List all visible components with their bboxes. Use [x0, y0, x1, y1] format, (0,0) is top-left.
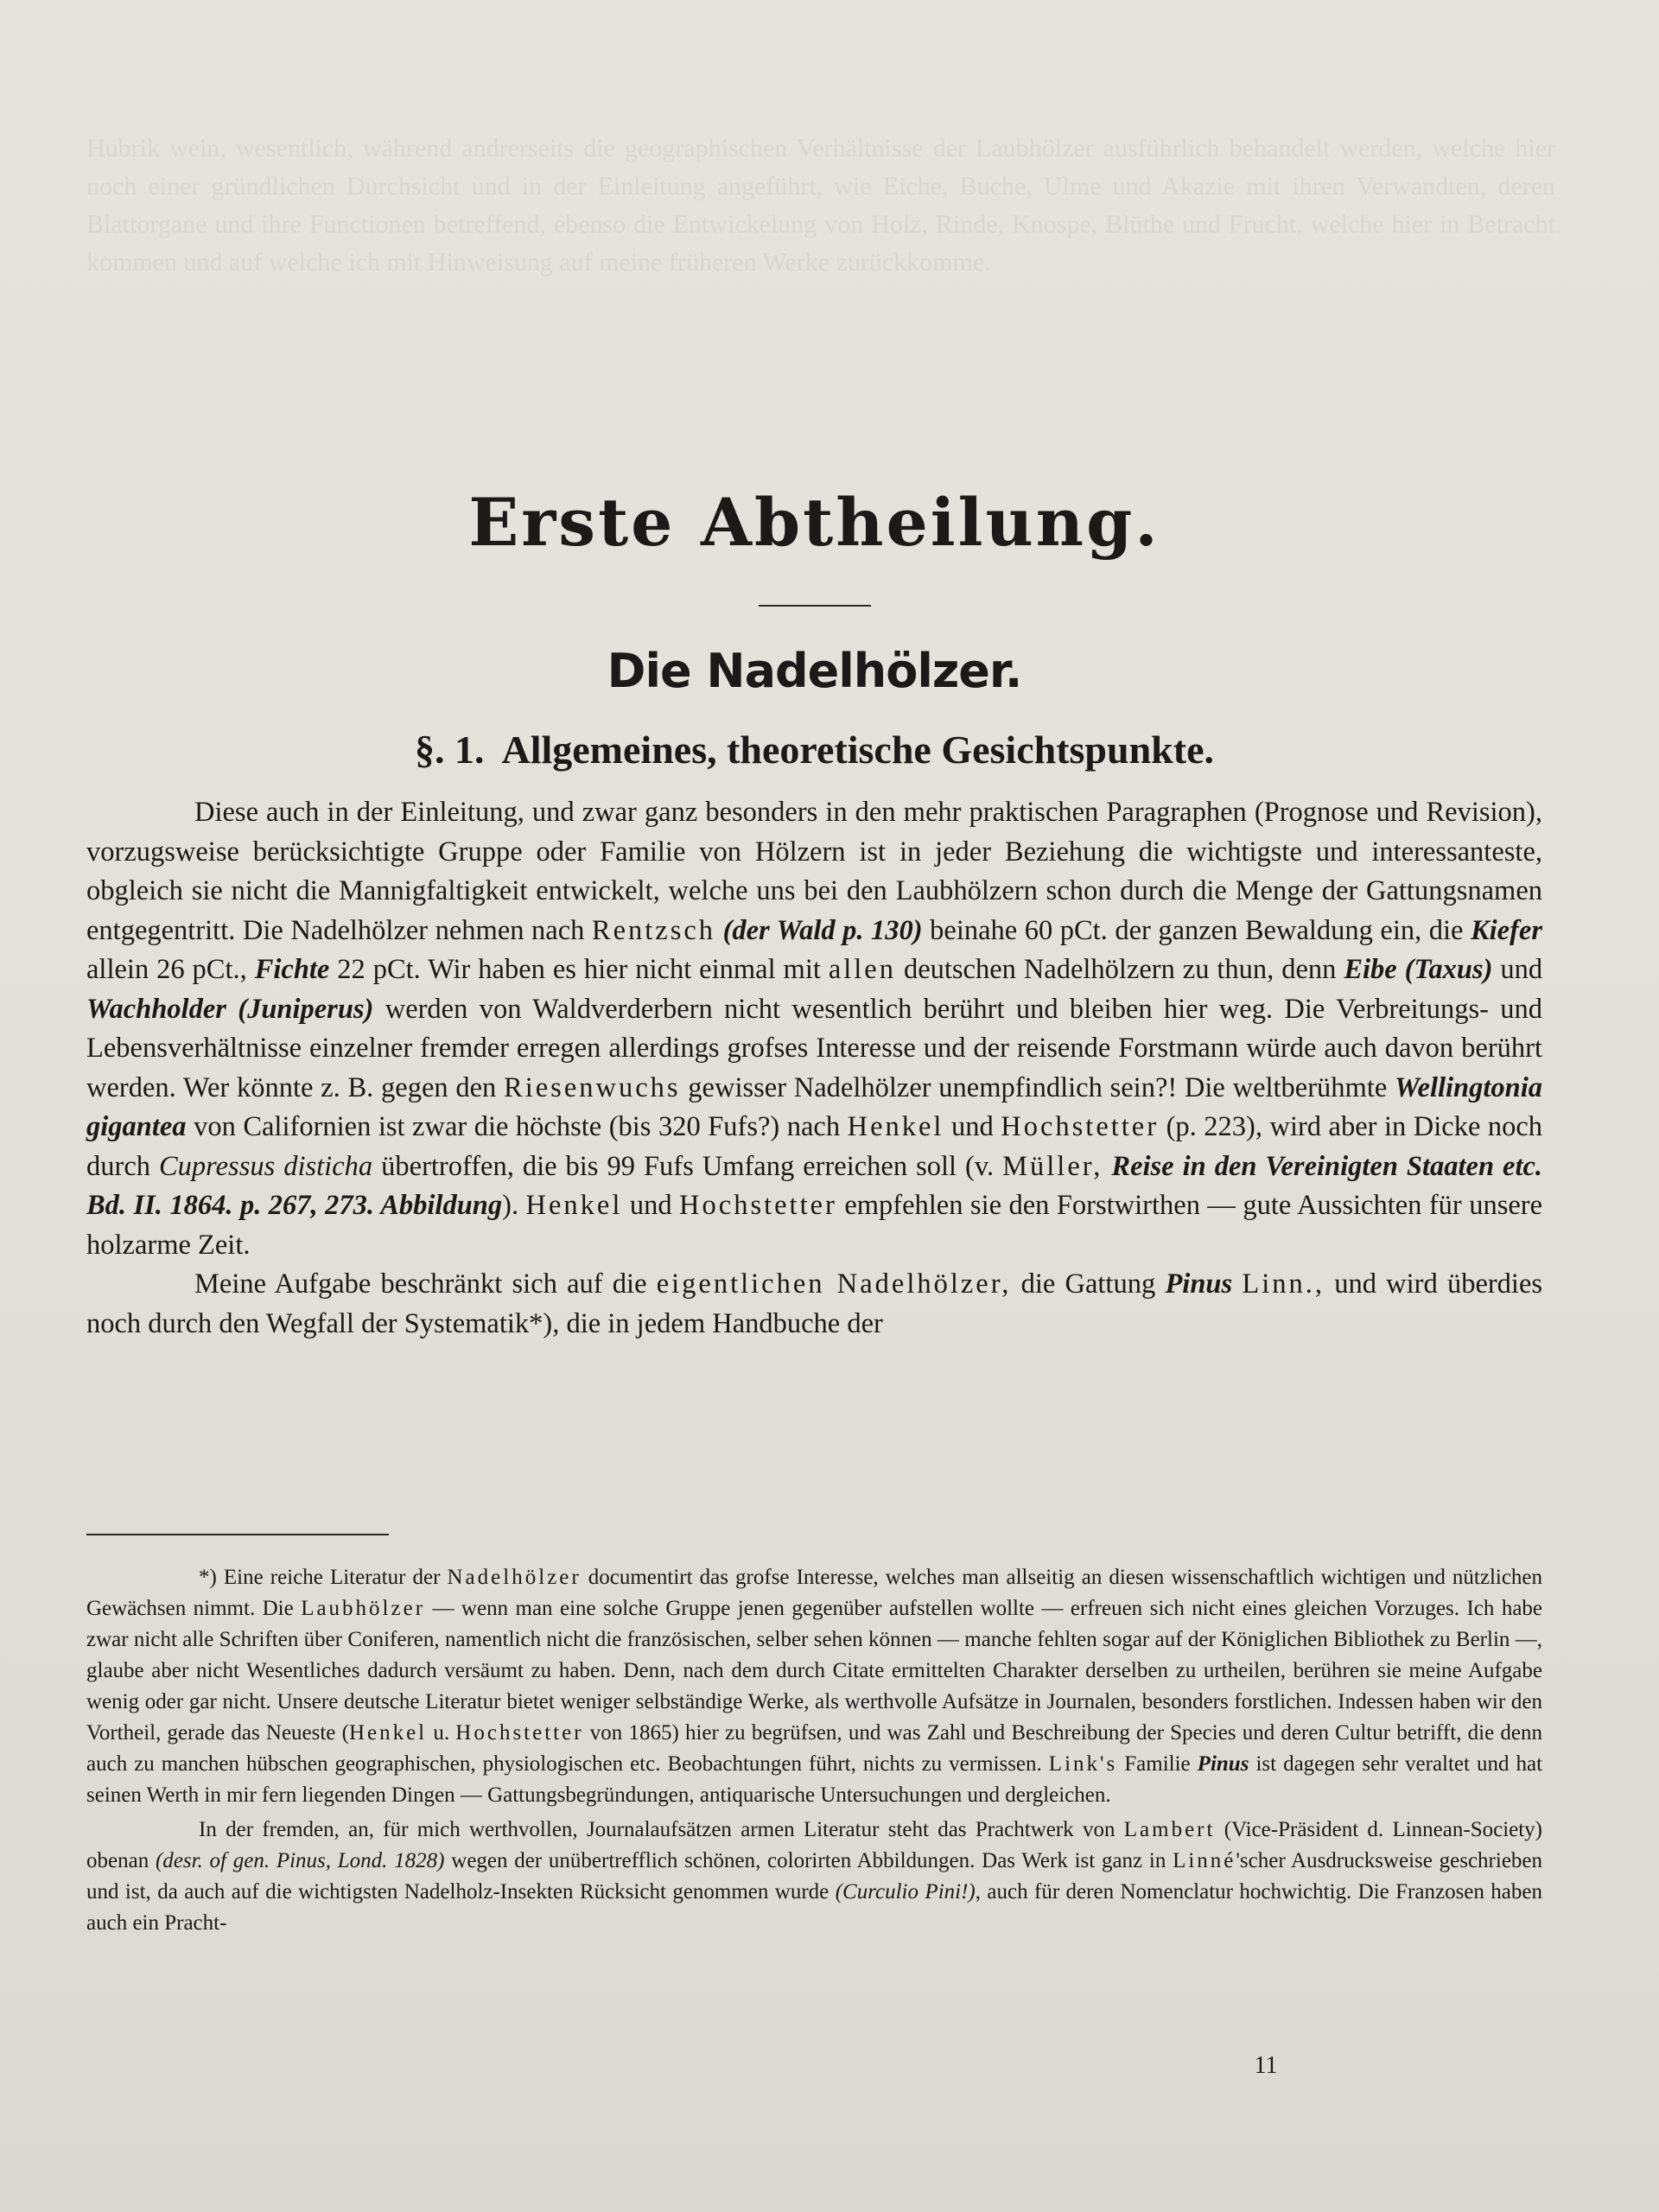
footnote-divider — [86, 1534, 389, 1535]
author-name: Henkel — [525, 1190, 623, 1221]
section-heading — [86, 724, 1542, 776]
footnote-2: In der fremden, an, für mich werthvollen, Journalaufsätzen armen Literatur steht das Prachtwerk von Lambert (Vice-Präsident d. Linnean-Society) obenan (desr. of gen. Pinus, Lond. 1828) wegen der unübertrefflich schönen, colorirten Abbildungen. Das Werk ist ganz in Linné'scher Ausdrucksweise geschrieben und ist, da auch auf die wichtigsten Nadelholz-Insekten Rücksicht genommen wurde (Curculio Pini!), auch für deren Nomenclatur hochwichtig. Die Franzosen haben auch ein Pracht- — [86, 1818, 1543, 1935]
species-name: Wachholder (Juniperus) — [86, 993, 374, 1025]
author-name: Linné — [1173, 1849, 1236, 1872]
main-column — [86, 484, 1542, 1344]
species-name: Eibe (Taxus) — [1344, 954, 1493, 985]
genus-name: Pinus — [1165, 1268, 1233, 1300]
citation: (desr. of gen. Pinus, Lond. 1828) — [155, 1849, 445, 1872]
title-divider — [759, 605, 871, 607]
body-paragraph-2: Meine Aufgabe beschränkt sich auf die eigentlichen Nadelhölzer, die Gattung Pinus Linn., und wird überdies noch durch den Wegfall der Systematik*), die in jedem Handbuche der — [86, 1268, 1543, 1339]
author-name: Lambert — [1123, 1818, 1216, 1841]
citation: (Curculio Pini!) — [835, 1880, 976, 1904]
author-name: Müller, — [1002, 1150, 1103, 1182]
footnotes — [86, 1562, 1542, 1939]
citation: (der Wald p. 130) — [722, 914, 923, 946]
author-name: Hochstetter — [1001, 1111, 1160, 1142]
body-paragraph-1: Diese auch in der Einleitung, und zwar ganz besonders in den mehr praktischen Paragraphen (Prognose und Revision), vorzugsweise berücksichtigte Gruppe oder Familie von Hölzern ist in jeder Beziehung die wichtigste und interessanteste, obgleich sie nicht die Mannigfaltigkeit entwickelt, welche uns bei den Laubhölzern schon durch die Menge der Gattungsnamen entgegentritt. Die Nadelhölzer nehmen nach Rentzsch (der Wald p. 130) beinahe 60 pCt. der ganzen Bewaldung ein, die Kiefer allein 26 pCt., Fichte 22 pCt. Wir haben es hier nicht einmal mit allen deutschen Nadelhölzern zu thun, denn Eibe (Taxus) und Wachholder (Juniperus) werden von Waldverderbern nicht wesentlich berührt und bleiben hier weg. Die Verbreitungs- und Lebensverhältnisse einzelner fremder erregen allerdings grofses Interesse und der reisende Forstmann würde auch davon berührt werden. Wer könnte z. B. gegen den Riesenwuchs gewisser Nadelhölzer unempfindlich sein?! Die weltberühmte Wellingtonia gigantea von Californien ist zwar die höchste (bis 320 Fufs?) nach Henkel und Hochstetter (p. 223), wird aber in Dicke noch durch Cupressus disticha übertroffen, die bis 99 Fufs Umfang erreichen soll (v. Müller, Reise in den Vereinigten Staaten etc. Bd. II. 1864. p. 267, 273. Abbildung). Henkel und Hochstetter empfehlen sie den Forstwirthen — gute Aussichten für unsere holzarme Zeit. — [86, 797, 1543, 1261]
citation: Reise in den Vereinigten Staaten etc. Bd. II. 1864. p. 267, 273. Abbildung — [86, 1150, 1543, 1221]
species-name: Fichte — [254, 954, 330, 985]
chapter-title: Die Nadelhölzer. — [607, 644, 1022, 698]
author-name: Henkel — [348, 1721, 428, 1745]
section-number: §. 1. — [414, 728, 485, 772]
author-name: Link's — [1048, 1752, 1118, 1776]
author-name: Rentzsch — [591, 914, 716, 946]
author-name: Hochstetter — [455, 1721, 584, 1745]
footnote-1: *) Eine reiche Literatur der Nadelhölzer documentirt das grofse Interesse, welches man allseitig an diesen wissenschaftlich wichtigen und nützlichen Gewächsen nimmt. Die Laubhölzer — wenn man eine solche Gruppe jenen gegenüber aufstellen wollte — erfreuen sich nicht eines gleichen Vorzuges. Ich habe zwar nicht alle Schriften über Coniferen, namentlich nicht die französischen, selber sehen können — manche fehlten sogar auf der Königlichen Bibliothek zu Berlin —, glaube aber nicht Wesentliches dadurch versäumt zu haben. Denn, nach dem durch Citate ermittelten Charakter derselben zu urtheilen, berühren sie meine Aufgabe wenig oder gar nicht. Unsere deutsche Literatur bietet weniger selbständige Werke, als werthvolle Aufsätze in Journalen, besonders forstlichen. Indessen haben wir den Vortheil, gerade das Neueste (Henkel u. Hochstetter von 1865) hier zu begrüfsen, und was Zahl und Beschreibung der Species und deren Cultur betrifft, die denn auch zu manchen hübschen geographischen, physiologischen etc. Beobachtungen führt, nichts zu vermissen. Link's Familie Pinus ist dagegen sehr veraltet und hat seinen Werth in mir fern liegenden Dingen — Gattungsbegründungen, antiquarische Untersuchungen und dergleichen. — [86, 1566, 1543, 1807]
genus-name: Pinus — [1197, 1752, 1249, 1776]
show-through-from-reverse: Hubrik wein, wesentlich, während andrerseits die geographischen Verhältnisse der Laubhölzer ausführlich behandelt werden, welche hier noch einer gründlichen Durchsicht und in der Einleitung angeführt, wie Eiche, Buche, Ulme und Akazie mit ihren Verwandten, deren Blattorgane und ihre Functionen betreffend, ebenso die Entwickelung von Holz, Rinde, Knospe, Blüthe und Frucht, welche hier in Betracht kommen und auf welche ich mit Hinweisung auf meine früheren Werke zurückkomme. — [86, 134, 1555, 276]
section-title: Allgemeines, theoretische Gesichtspunkte. — [501, 728, 1215, 772]
author-name: Hochstetter — [679, 1190, 837, 1221]
part-title: Erste Abtheilung. — [468, 484, 1160, 561]
page-number: 11 — [1254, 2052, 1278, 2079]
species-name: Cupressus disticha — [159, 1150, 373, 1182]
author-name: Henkel — [847, 1111, 944, 1142]
species-name: Wellingtonia gigantea — [86, 1071, 1543, 1142]
species-name: Kiefer — [1470, 914, 1542, 946]
